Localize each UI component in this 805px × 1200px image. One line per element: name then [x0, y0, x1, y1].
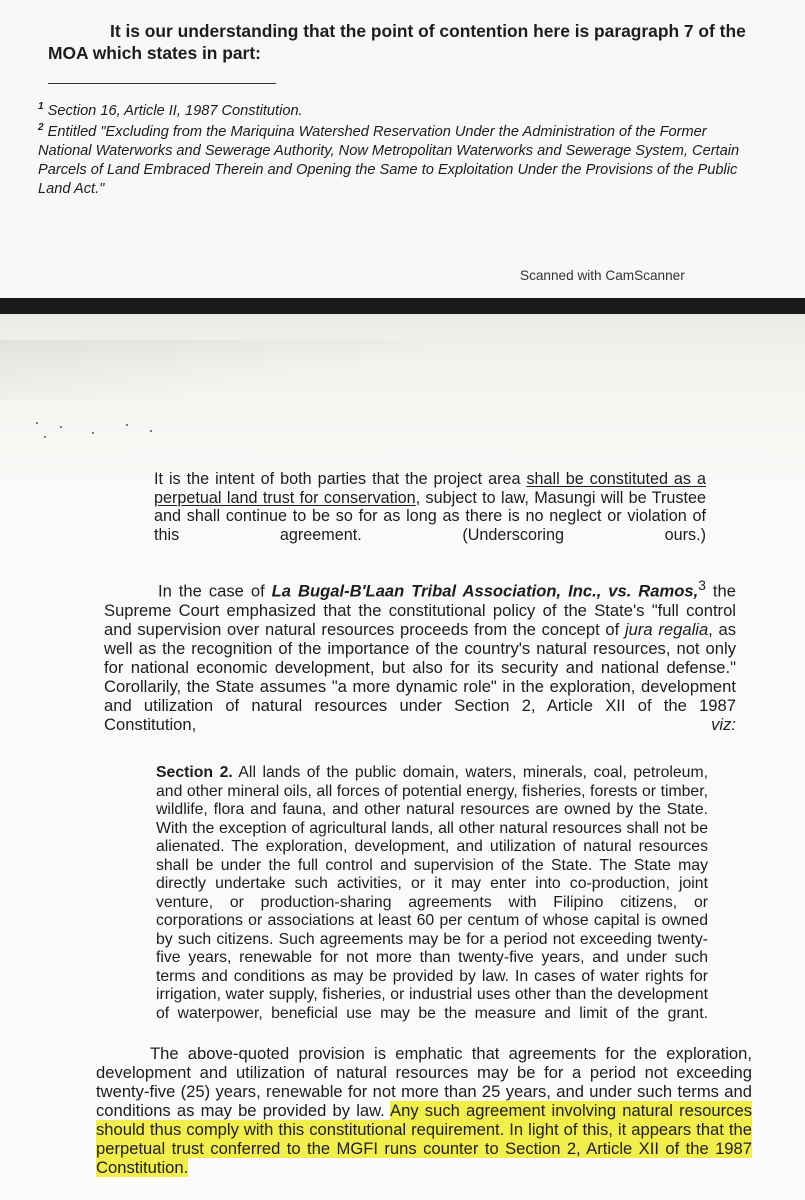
intro-paragraph: It is our understanding that the point of contention here is paragraph 7 of the MOA which states in part:: [48, 21, 746, 63]
footnote-separator: [48, 83, 276, 84]
scan-speck: [150, 430, 152, 432]
page-divider: [0, 298, 805, 314]
scan-speck: [60, 426, 62, 428]
scan-speck: [44, 436, 46, 438]
scan-shadow: [0, 340, 420, 400]
moa-paragraph-7-quote: It is the intent of both parties that the project area shall be constituted as a perpetual land trust for conservation, subject to law, Masungi will be Trustee and shall continue to be so for as long as there is no neglect or violation of this agreement. (Underscoring ours.): [154, 470, 706, 544]
footnote-1: $^1$ Section 16, Article II, 1987 Constitution.: [38, 101, 303, 119]
scanner-watermark: Scanned with CamScanner: [520, 268, 685, 283]
scan-speck: [92, 432, 94, 434]
constitution-section-2-quote: Section 2. All lands of the public domain, waters, minerals, coal, petroleum, and other mineral oils, all forces of potential energy, fisheries, forests or timber, wildlife, flora and fauna, and other natural resources are owned by the State. With the exception of agricultural lands, all other natural resources shall not be alienated. The exploration, development, and utilization of natural resources shall be under the full control and supervision of the State. The State may directly undertake such activities, or it may enter into co-production, joint venture, or production-sharing agreements with Filipino citizens, or corporations or associations at least 60 per centum of whose capital is owned by such citizens. Such agreements may be for a period not exceeding twenty-five years, renewable for not more than twenty-five years, and under such terms and conditions as may be provided by law. In cases of water rights for irrigation, water supply, fisheries, or industrial uses other than the development of waterpower, beneficial use may be the measure and limit of the grant.: [156, 764, 708, 1022]
conclusion-paragraph: The above-quoted provision is emphatic that agreements for the exploration, development and utilization of natural resources may be for a period not exceeding twenty-five (25) years, renewable for not more than 25 years, and under such terms and conditions as may be provided by law. Any such agreement involving natural resources should thus comply with this constitutional requirement. In light of this, it appears that the perpetual trust conferred to the MGFI runs counter to Section 2, Article XII of the 1987 Constitution.: [96, 1044, 752, 1177]
highlighted-text: Any such agreement involving natural resources should thus comply with this constitutional requirement. In light of this, it appears that the perpetual trust conferred to the MGFI runs counter to Section 2, Article XII of the 1987 Constitution.: [96, 1101, 752, 1177]
scan-speck: [36, 422, 38, 424]
scan-speck: [126, 424, 128, 426]
case-discussion-paragraph: In the case of La Bugal-B'Laan Tribal Association, Inc., vs. Ramos,$^3$ the Supreme Court emphasized that the constitutional policy of the State's "full control and supervision over natural resources proceeds from the concept of jura regalia, as well as the recognition of the importance of the country's natural resources, not only for national economic development, but also for its security and national defense." Corollarily, the State assumes "a more dynamic role" in the exploration, development and utilization of natural resources under Section 2, Article XII of the 1987 Constitution, viz:: [104, 577, 737, 734]
footnote-2: $^2$ Entitled "Excluding from the Mariquina Watershed Reservation Under the Administration of the Former National Waterworks and Sewerage Authority, Now Metropolitan Waterworks and Sewerage System, Certain Parcels of Land Embraced Therein and Opening the Same to Exploitation Under the Provisions of the Public Land Act.": [38, 122, 740, 197]
